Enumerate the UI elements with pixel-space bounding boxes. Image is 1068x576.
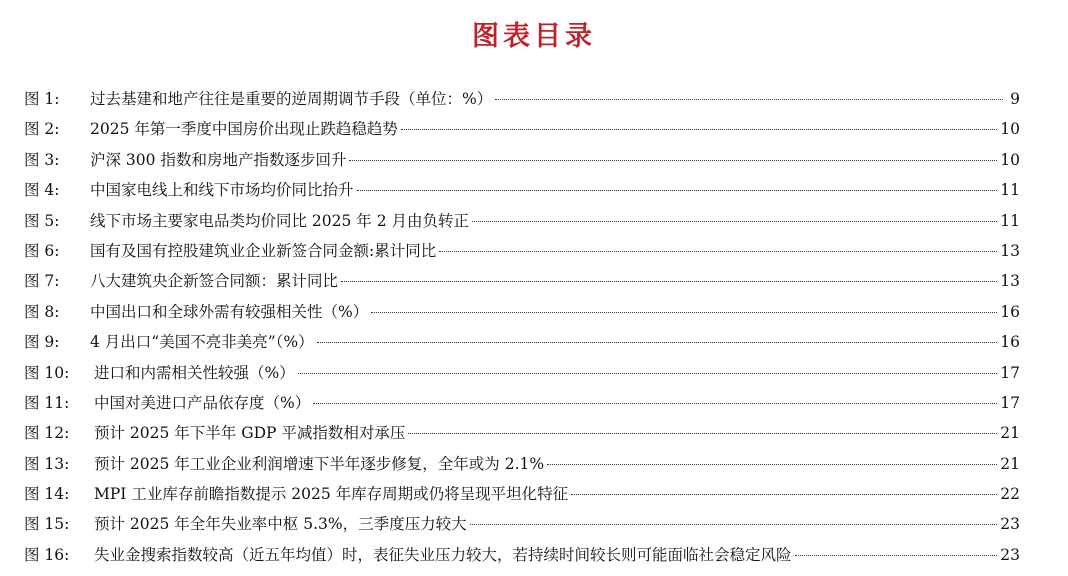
- figure-toc-list: [24, 84, 1020, 570]
- toc-entry[interactable]: [24, 236, 1020, 266]
- toc-entry[interactable]: [24, 358, 1020, 388]
- dot-leader: [357, 190, 998, 191]
- toc-entry[interactable]: [24, 327, 1020, 357]
- figure-title: 中国出口和全球外需有较强相关性（%）: [90, 302, 369, 321]
- page-title: 图表目录: [472, 21, 596, 52]
- figure-number: 图 9:: [24, 333, 60, 352]
- dot-leader: [547, 464, 997, 465]
- figure-title: 4 月出口“美国不亮非美亮”（%）: [90, 333, 314, 352]
- figure-title: 2025 年第一季度中国房价出现止跌趋稳趋势: [90, 120, 398, 139]
- dot-leader: [795, 555, 998, 556]
- figure-number: 图 15:: [24, 515, 70, 534]
- toc-entry[interactable]: [24, 145, 1020, 175]
- dot-leader: [298, 373, 998, 374]
- page-number: 10: [1000, 150, 1020, 169]
- page-number: 16: [1000, 302, 1020, 321]
- figure-title: 预计 2025 年工业企业利润增速下半年逐步修复，全年或为 2.1%: [94, 454, 545, 473]
- page-number: 16: [1000, 333, 1020, 352]
- dot-leader: [408, 433, 997, 434]
- dot-leader: [571, 494, 997, 495]
- dot-leader: [349, 160, 997, 161]
- dot-leader: [313, 403, 997, 404]
- figure-number: 图 13:: [24, 454, 70, 473]
- dot-leader: [470, 524, 998, 525]
- page-number: 21: [1000, 424, 1020, 443]
- figure-title: 国有及国有控股建筑业企业新签合同金额:累计同比: [90, 241, 437, 260]
- figure-number: 图 5:: [24, 211, 60, 230]
- dot-leader: [341, 281, 997, 282]
- figure-title: 中国家电线上和线下市场均价同比抬升: [90, 181, 354, 200]
- toc-entry[interactable]: [24, 266, 1020, 296]
- page-number: 23: [1000, 515, 1020, 534]
- page-number: 11: [1000, 181, 1020, 200]
- figure-title: 八大建筑央企新签合同额：累计同比: [90, 272, 339, 291]
- toc-entry[interactable]: [24, 388, 1020, 418]
- figure-number: 图 11:: [24, 393, 70, 412]
- figure-number: 图 14:: [24, 485, 70, 504]
- toc-entry[interactable]: [24, 418, 1020, 448]
- figure-number: 图 4:: [24, 181, 60, 200]
- figure-number: 图 7:: [24, 272, 60, 291]
- dot-leader: [317, 342, 998, 343]
- figure-title: 线下市场主要家电品类均价同比 2025 年 2 月由负转正: [90, 211, 470, 230]
- toc-entry[interactable]: [24, 175, 1020, 205]
- figure-number: 图 12:: [24, 424, 70, 443]
- dot-leader: [439, 251, 997, 252]
- figure-title: 进口和内需相关性较强（%）: [94, 363, 295, 382]
- toc-entry[interactable]: [24, 206, 1020, 236]
- page-number: 22: [1000, 485, 1020, 504]
- page-number: 17: [1000, 393, 1020, 412]
- toc-entry[interactable]: [24, 509, 1020, 539]
- figure-number: 图 6:: [24, 241, 60, 260]
- toc-entry[interactable]: [24, 84, 1020, 114]
- figure-title: 过去基建和地产往往是重要的逆周期调节手段（单位：%）: [90, 90, 493, 108]
- dot-leader: [401, 129, 997, 130]
- figure-number: 图 10:: [24, 363, 70, 382]
- figure-number: 图 2:: [24, 120, 60, 139]
- dot-leader: [472, 221, 997, 222]
- page-number: 11: [1000, 211, 1020, 230]
- toc-entry[interactable]: [24, 479, 1020, 509]
- figure-title: MPI 工业库存前瞻指数提示 2025 年库存周期或仍将呈现平坦化特征: [94, 485, 569, 504]
- figure-number: 图 1:: [24, 90, 60, 108]
- figure-number: 图 16:: [24, 545, 70, 564]
- toc-entry[interactable]: [24, 540, 1020, 570]
- figure-title: 失业金搜索指数较高（近五年均值）时，表征失业压力较大，若持续时间较长则可能面临社会稳定风险: [94, 545, 792, 564]
- toc-entry[interactable]: [24, 114, 1020, 144]
- toc-entry[interactable]: [24, 297, 1020, 327]
- page-number: 13: [1000, 272, 1020, 291]
- page-number: 17: [1000, 363, 1020, 382]
- page-number: 9: [1010, 90, 1020, 108]
- figure-title: 预计 2025 年全年失业率中枢 5.3%，三季度压力较大: [94, 515, 467, 534]
- figure-number: 图 3:: [24, 150, 60, 169]
- toc-entry[interactable]: [24, 449, 1020, 479]
- page-number: 23: [1000, 545, 1020, 564]
- figure-number: 图 8:: [24, 302, 60, 321]
- figure-title: 沪深 300 指数和房地产指数逐步回升: [90, 150, 347, 169]
- page-number: 21: [1000, 454, 1020, 473]
- page-number: 10: [1000, 120, 1020, 139]
- dot-leader: [495, 99, 1003, 100]
- figure-title: 中国对美进口产品依存度（%）: [94, 393, 311, 412]
- dot-leader: [371, 312, 997, 313]
- page-number: 13: [1000, 241, 1020, 260]
- figure-title: 预计 2025 年下半年 GDP 平减指数相对承压: [94, 424, 406, 443]
